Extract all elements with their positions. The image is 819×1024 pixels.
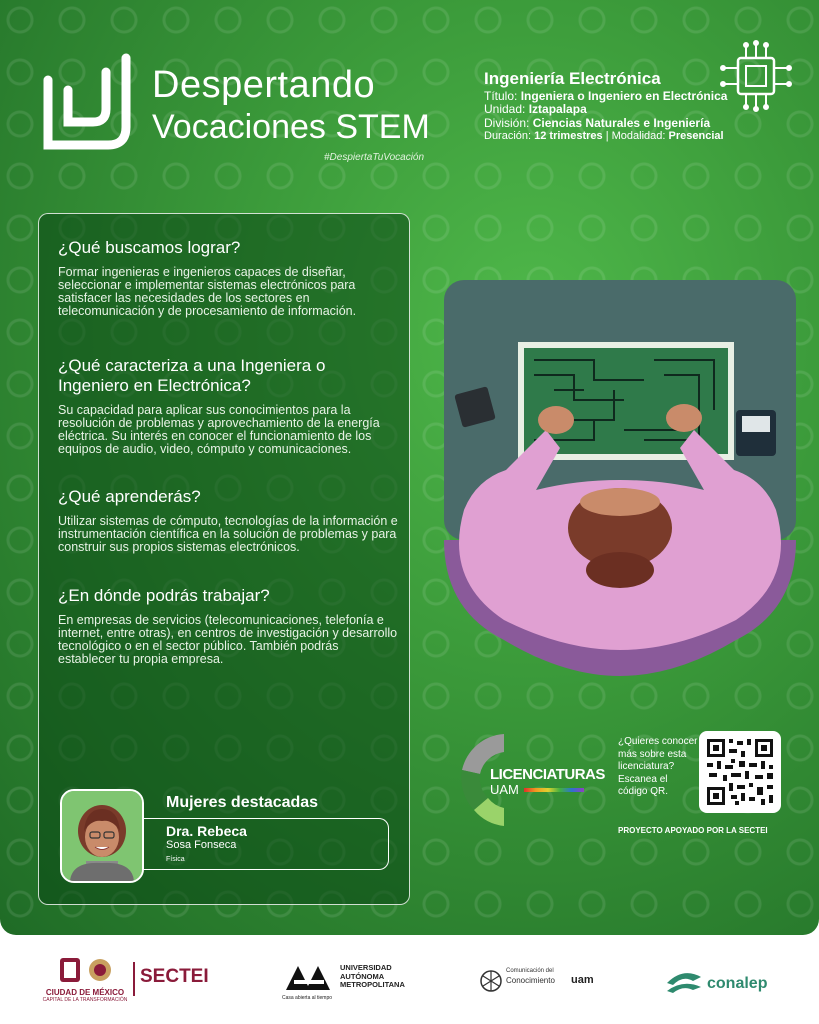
duracion-label: Duración: (484, 130, 532, 142)
hashtag: #DespiertaTuVocación (324, 152, 425, 163)
uam-tagline: Casa abierta al tiempo (282, 995, 333, 1001)
comunicacion-conocimiento-logo (478, 966, 600, 996)
duracion-value: 12 trimestres (534, 130, 603, 142)
cdmx-line2: CAPITAL DE LA TRANSFORMACIÓN (42, 997, 128, 1003)
stem-logo-icon (38, 50, 134, 154)
project-support: PROYECTO APOYADO POR LA SECTEI (618, 826, 768, 835)
titulo-value: Ingeniera o Ingeniero en Electrónica (520, 88, 728, 103)
engineer-illustration (444, 280, 796, 676)
section-goal (58, 238, 398, 318)
conalep-mark-icon (663, 965, 705, 995)
cdmx-line1: CIUDAD DE MÉXICO (45, 988, 125, 997)
career-duration-row (484, 130, 744, 144)
section-body: Utilizar sistemas de cómputo, tecnologías de la información e instrumentación científica en la solución de problemas y para construir sus propios sistemas electrónicos. (58, 514, 398, 554)
avatar (60, 789, 144, 883)
section-heading: ¿Qué buscamos lograr? (58, 238, 241, 257)
microchip-icon (718, 40, 794, 112)
section-heading: ¿En dónde podrás trabajar? (58, 586, 270, 605)
women-title: Mujeres destacadas (166, 794, 319, 811)
page-title-line1: Despertando (152, 64, 376, 106)
footer-divider (133, 962, 135, 996)
women-name: Dra. Rebeca (166, 823, 247, 839)
women-field: Física (166, 856, 185, 863)
unidad-value: Iztapalapa (528, 102, 587, 116)
cc-line2: Conocimiento (506, 976, 555, 985)
modalidad-label: Modalidad: (611, 130, 666, 142)
uam-line2: AUTÓNOMA (340, 971, 385, 981)
section-heading: ¿Qué caracteriza a una Ingeniera o Ingeniero en Electrónica? (58, 356, 326, 395)
network-icon (478, 968, 504, 994)
licenciaturas-logo (454, 730, 605, 830)
career-name: Ingeniería Electrónica (484, 69, 661, 88)
uam-mark-icon (284, 962, 338, 992)
section-learn (58, 487, 398, 554)
unidad-label: Unidad: (484, 102, 526, 116)
division-label: División: (484, 115, 530, 130)
career-unidad-row (484, 103, 744, 117)
color-bar (524, 788, 584, 792)
separator: | (605, 130, 609, 142)
division-value: Ciencias Naturales e Ingeniería (532, 115, 711, 130)
career-division-row (484, 117, 744, 131)
women-surname: Sosa Fonseca (166, 839, 237, 851)
cc-line1: Comunicación del (506, 968, 554, 974)
uam-line1: UNIVERSIDAD (340, 963, 392, 972)
qr-code-icon (699, 731, 781, 813)
section-body: Su capacidad para aplicar sus conocimientos para la resolución de problemas y aprovechamiento de la energía eléctrica. Su interés en conocer el funcionamiento de los equipos de audio, video, cómputo y comunicaciones. (58, 403, 380, 456)
career-info (484, 69, 744, 144)
page-title-line2: Vocaciones STEM (152, 108, 430, 146)
career-title-row (484, 90, 744, 104)
sectei-logo: SECTEI (140, 966, 209, 987)
cc-uam: uam (571, 974, 594, 986)
cdmx-logo (40, 956, 130, 1003)
conalep-name: conalep (707, 975, 768, 992)
uam-name (340, 964, 405, 990)
section-heading: ¿Qué aprenderás? (58, 487, 201, 506)
licenciaturas-line2: UAM (490, 782, 519, 797)
modalidad-value: Presencial (668, 130, 724, 142)
conalep-logo (663, 963, 783, 999)
section-work (58, 586, 398, 666)
qr-code[interactable] (699, 731, 781, 813)
section-profile (58, 356, 398, 456)
titulo-label: Título: (484, 88, 518, 103)
uam-line3: METROPOLITANA (340, 980, 405, 989)
uam-logo (282, 962, 410, 1002)
qr-question: ¿Quieres conocer más sobre esta licenciatura? Escanea el código QR. (618, 736, 698, 797)
licenciaturas-line1: LICENCIATURAS (490, 766, 605, 783)
portrait-icon (62, 791, 142, 881)
section-body: Formar ingenieras e ingenieros capaces de diseñar, seleccionar e implementar sistemas electrónicos para satisfacer las necesidades de los sectores en telecomunicación y de procesamiento de información. (58, 265, 357, 318)
section-body: En empresas de servicios (telecomunicaciones, telefonía e internet, entre otras), en centros de investigación y desarrollo tecnológico o en el sector público. También podrás establecer tu propia empresa. (58, 613, 398, 666)
cdmx-crest-icon (40, 956, 130, 986)
